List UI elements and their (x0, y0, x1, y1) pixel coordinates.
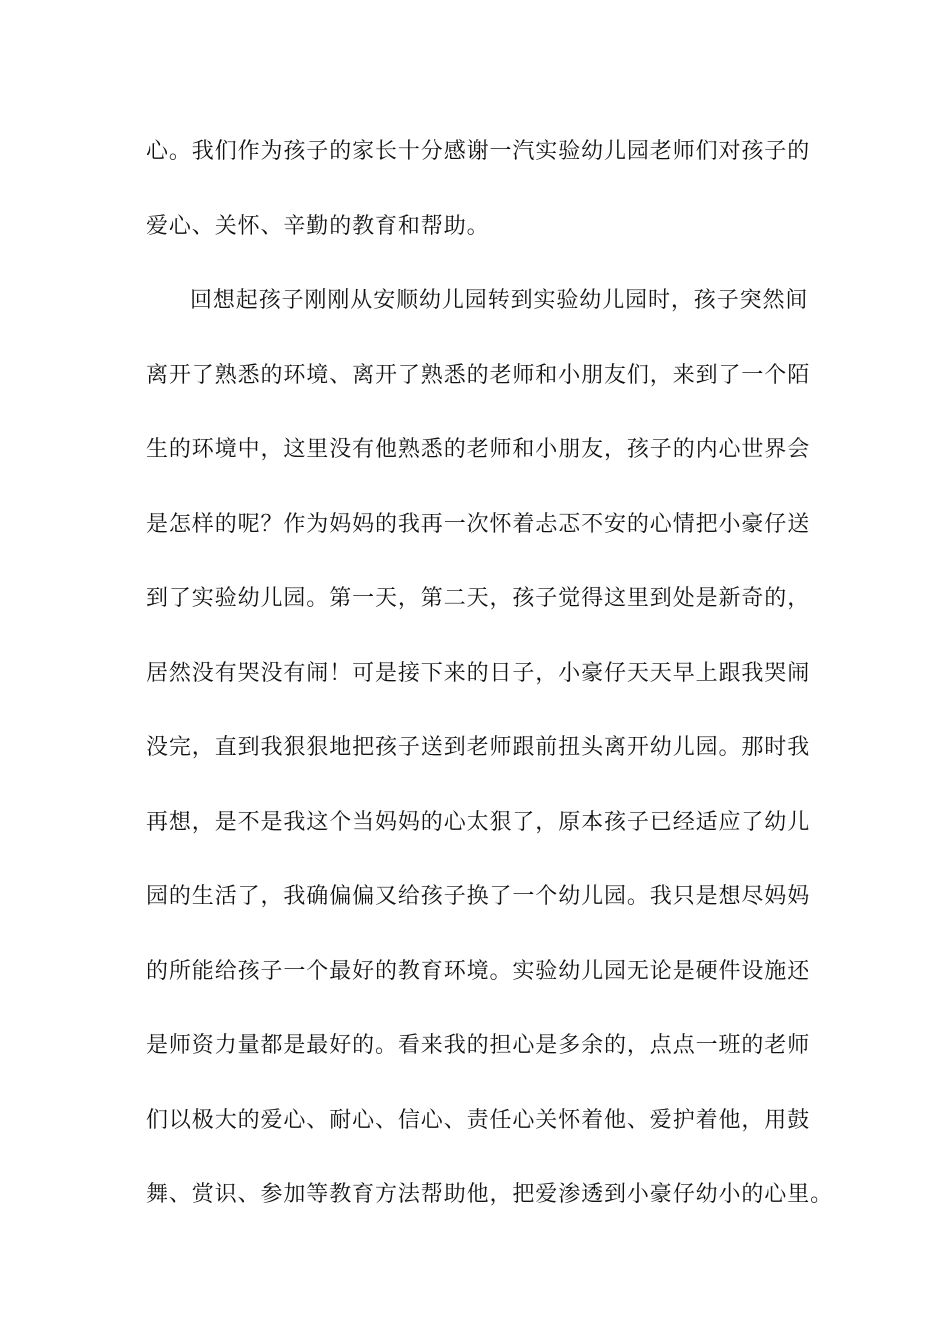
text-line: 是怎样的呢？作为妈妈的我再一次怀着忐忑不安的心情把小豪仔送 (146, 511, 811, 537)
text-line: 的所能给孩子一个最好的教育环境。实验幼儿园无论是硬件设施还 (146, 958, 811, 984)
body-text (146, 132, 834, 1250)
text-line: 到了实验幼儿园。第一天，第二天，孩子觉得这里到处是新奇的， (146, 586, 811, 611)
text-line: 没完，直到我狠狠地把孩子送到老师跟前扭头离开幼儿园。那时我 (146, 735, 811, 760)
text-line: 是师资力量都是最好的。看来我的担心是多余的，点点一班的老师 (146, 1033, 811, 1058)
text-line: 离开了熟悉的环境、离开了熟悉的老师和小朋友们，来到了一个陌 (146, 362, 811, 388)
text-line: 心。我们作为孩子的家长十分感谢一汽实验幼儿园老师们对孩子的 (146, 139, 811, 164)
text-line: 居然没有哭没有闹！可是接下来的日子，小豪仔天天早上跟我哭闹 (146, 660, 811, 686)
text-line: 园的生活了，我确偏偏又给孩子换了一个幼儿园。我只是想尽妈妈 (146, 884, 811, 909)
text-line: 们以极大的爱心、耐心、信心、责任心关怀着他、爱护着他，用鼓 (146, 1107, 811, 1133)
text-line: 生的环境中，这里没有他熟悉的老师和小朋友，孩子的内心世界会 (146, 437, 811, 462)
paragraph-start-line: 回想起孩子刚刚从安顺幼儿园转到实验幼儿园时，孩子突然间 (190, 288, 809, 313)
text-line: 再想，是不是我这个当妈妈的心太狠了，原本孩子已经适应了幼儿 (146, 809, 811, 835)
text-line: 舞、赏识、参加等教育方法帮助他，把爱渗透到小豪仔幼小的心里。 (146, 1182, 834, 1207)
text-line: 爱心、关怀、辛勤的教育和帮助。 (146, 213, 490, 239)
